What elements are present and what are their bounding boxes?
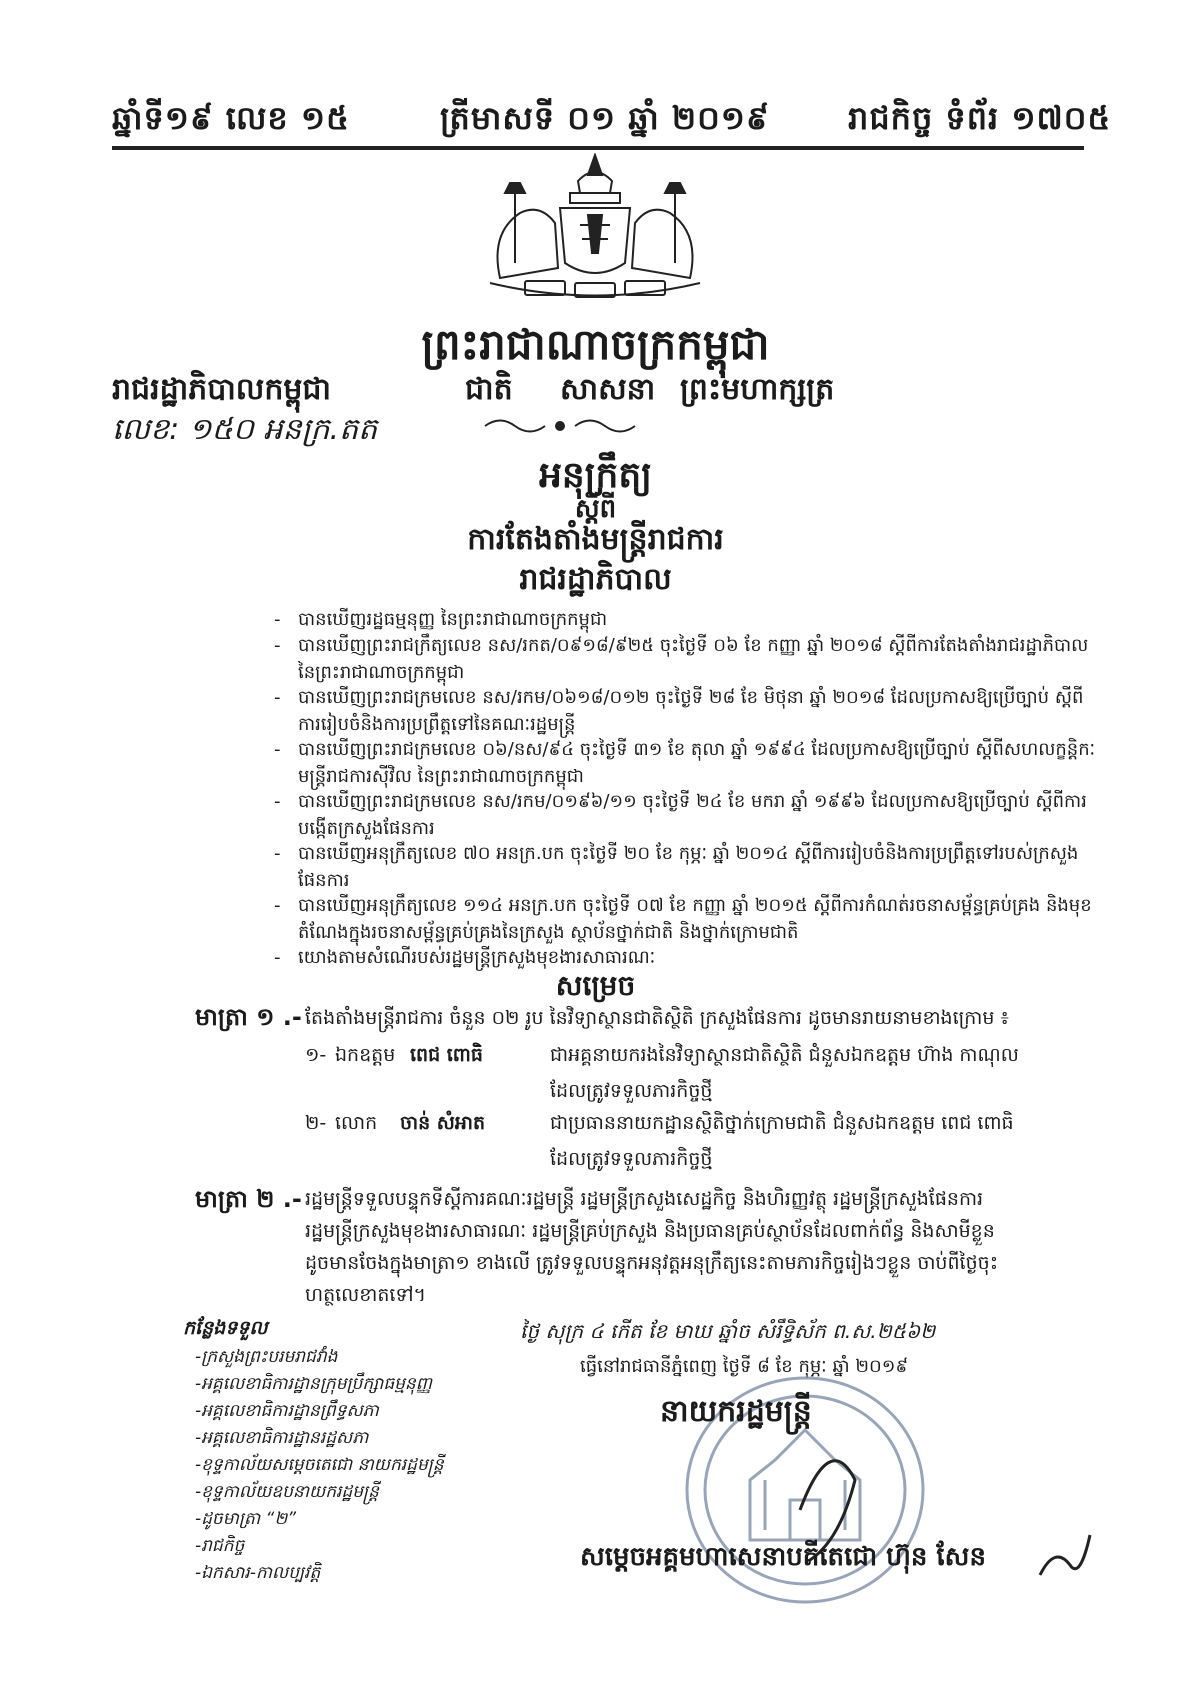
kingdom-name: ព្រះរាជាណាចក្រកម្ពុជា <box>421 320 770 369</box>
reference-item: - បានឃើញព្រះរាជក្រមលេខ នស/រកម/០៦១៨/០១២ ចុះថ្ងៃទី ២៨ ខែ មិថុនា ឆ្នាំ ២០១៨ ដែលប្រកាសឱ្យប្រើច្បាប់ ស្តីពីការរៀបចំនិងការប្រព្រឹត្តទៅនៃគណៈរដ្ឋមន្ត្រី <box>274 687 1084 735</box>
document-subject: ការតែងតាំងមន្ត្រីរាជការ <box>467 522 724 557</box>
issuing-body: រាជរដ្ឋាភិបាល <box>519 562 672 597</box>
gazette-page: រាជកិច្ច ទំព័រ ១៧០៥ <box>848 99 1112 137</box>
article-2-line: រដ្ឋមន្ត្រីទទួលបន្ទុកទីស្តីការគណៈរដ្ឋមន្ត្រី រដ្ឋមន្ត្រីក្រសួងសេដ្ឋកិច្ច និងហិរញ្ញវត្ថុ រដ្ឋមន្ត្រីក្រសួងផែនការ <box>305 1188 984 1210</box>
appointee-1-note: ដែលត្រូវទទួលភារកិច្ចថ្មី <box>550 1080 713 1102</box>
document-number: លេខ: ១៥០ អនក្រ.តត <box>112 412 378 447</box>
appointee-1-number: ១- <box>305 1044 327 1066</box>
appointee-1-name: ពេជ ពោធិ <box>410 1044 483 1066</box>
reference-item: - បានឃើញអនុក្រឹត្យលេខ ១១៤ អនក្រ.បក ចុះថ្ងៃទី ០៧ ខែ កញ្ញា ឆ្នាំ ២០១៥ ស្តីពីការកំណត់រចនាសម្ព័ន្ធគ្រប់គ្រង និងមុខតំណែងក្នុងរចនាសម្ព័ន្ធគ្រប់គ្រងនៃក្រសួង ស្ថាប័នថ្នាក់ជាតិ និងថ្នាក់ក្រោមជាតិ <box>274 895 1092 943</box>
appointee-2-number: ២- <box>305 1112 327 1134</box>
reference-item: - បានឃើញព្រះរាជក្រមលេខ ០៦/នស/៩៤ ចុះថ្ងៃទី ៣១ ខែ តុលា ឆ្នាំ ១៩៩៤ ដែលប្រកាសឱ្យប្រើច្បាប់ ស្តីពីសហលក្ខន្តិកៈមន្ត្រីរាជការស៊ីវិល នៃព្រះរាជាណាចក្រកម្ពុជា <box>274 739 1096 787</box>
prime-minister-title: នាយករដ្ឋមន្ត្រី <box>660 1394 812 1429</box>
gazette-quarter: ត្រីមាសទី ០១ ឆ្នាំ ២០១៩ <box>440 99 770 137</box>
recipient-item: -ក្រសួងព្រះបរមរាជវាំង <box>195 1347 338 1367</box>
article-2-line: ហត្ថលេខាតទៅ។ <box>305 1284 427 1306</box>
lunar-date: ថ្ងៃ សុក្រ ៤ កើត ខែ មាឃ ឆ្នាំច សំរឹទ្ធិស័ក ព.ស.២៥៦២ <box>520 1319 936 1343</box>
motto-nation: ជាតិ <box>465 372 513 407</box>
document-about: ស្ដីពី <box>574 494 617 524</box>
government-name: រាជរដ្ឋាភិបាលកម្ពុជា <box>112 372 331 407</box>
recipient-item: -ខុទ្ទកាល័យសម្តេចតេជោ នាយករដ្ឋមន្ត្រី <box>195 1455 444 1475</box>
appointee-2-note: ដែលត្រូវទទួលភារកិច្ចថ្មី <box>550 1148 713 1170</box>
recipient-item: -អគ្គលេខាធិការដ្ឋានព្រឹទ្ធសភា <box>195 1401 379 1421</box>
reference-item: - បានឃើញព្រះរាជក្រមលេខ នស/រកម/០១៩៦/១១ ចុះថ្ងៃទី ២៤ ខែ មករា ឆ្នាំ ១៩៩៦ ដែលប្រកាសឱ្យប្រើច្បាប់ ស្តីពីការបង្កើតក្រសួងផែនការ <box>274 791 1087 839</box>
reference-item: - បានឃើញរដ្ឋធម្មនុញ្ញ នៃព្រះរាជាណាចក្រកម្ពុជា <box>274 609 608 630</box>
appointee-2-role: ជាប្រធាននាយកដ្ឋានស្ថិតិថ្នាក់ក្រោមជាតិ ជំនួសឯកឧត្តម ពេជ ពោធិ <box>550 1112 1014 1134</box>
recipient-item: -អគ្គលេខាធិការដ្ឋានក្រុមប្រឹក្សាធម្មនុញ្ញ <box>195 1374 432 1394</box>
decision-heading: សម្រេច <box>555 969 636 1002</box>
article-2-line: រដ្ឋមន្ត្រីក្រសួងមុខងារសាធារណៈ រដ្ឋមន្ត្រីគ្រប់ក្រសួង និងប្រធានគ្រប់ស្ថាប័នដែលពាក់ព័ន្ធ និងសាមីខ្លួន <box>305 1220 995 1242</box>
motto-king: ព្រះមហាក្សត្រ <box>680 372 835 407</box>
recipients-heading: កន្លែងទទួល <box>183 1317 268 1339</box>
reference-item: - បានឃើញអនុក្រឹត្យលេខ ៧០ អនក្រ.បក ចុះថ្ងៃទី ២០ ខែ កុម្ភៈ ឆ្នាំ ២០១៤ ស្តីពីការរៀបចំនិងការប្រព្រឹត្តទៅរបស់ក្រសួងផែនការ <box>274 843 1079 891</box>
article-1-text: តែងតាំងមន្ត្រីរាជការ ចំនួន ០២ រូប នៃវិទ្យាស្ថានជាតិស្ថិតិ ក្រសួងផែនការ ដូចមានរាយនាមខាងក្រោម ៖ <box>305 1007 1009 1029</box>
gazette-year-issue: ឆ្នាំទី១៩ លេខ ១៥ <box>112 99 350 137</box>
article-2-label: មាត្រា ២ .- <box>195 1185 302 1213</box>
signature-mark <box>1035 1525 1095 1585</box>
ornament-divider <box>480 415 640 437</box>
document-type: អនុក្រឹត្យ <box>539 455 652 496</box>
appointee-1-title: ឯកឧត្តម <box>335 1044 396 1066</box>
appointee-1-role: ជាអគ្គនាយករងនៃវិទ្យាស្ថានជាតិស្ថិតិ ជំនួសឯកឧត្តម ហ៊ាង កាណុល <box>550 1044 1019 1066</box>
article-2-line: ដូចមានចែងក្នុងមាត្រា១ ខាងលើ ត្រូវទទួលបន្ទុកអនុវត្តអនុក្រឹត្យនេះតាមភារកិច្ចរៀងៗខ្លួន ចាប់ពីថ្ងៃចុះ <box>305 1252 999 1274</box>
reference-item: - បានឃើញព្រះរាជក្រឹត្យលេខ នស/រកត/០៩១៨/៩២៥ ចុះថ្ងៃទី ០៦ ខែ កញ្ញា ឆ្នាំ ២០១៨ ស្តីពីការតែងតាំងរាជរដ្ឋាភិបាល នៃព្រះរាជាណាចក្រកម្ពុជា <box>274 635 1089 683</box>
recipient-item: -រាជកិច្ច <box>195 1536 245 1556</box>
recipient-item: -ខុទ្ទកាល័យឧបនាយករដ្ឋមន្ត្រី <box>195 1482 379 1502</box>
appointee-2-title: លោក <box>335 1112 378 1134</box>
appointee-2-name: ចាន់ សំអាត <box>400 1112 486 1134</box>
recipient-item: -ដូចមាត្រា “២” <box>195 1509 297 1529</box>
recipient-item: -ឯកសារ-កាលប្បវត្តិ <box>195 1563 321 1583</box>
article-1-label: មាត្រា ១ .- <box>195 1003 302 1031</box>
header-rule <box>112 146 1084 150</box>
reference-item: - យោងតាមសំណើរបស់រដ្ឋមន្ត្រីក្រសួងមុខងារសាធារណៈ <box>274 947 656 968</box>
recipient-item: -អគ្គលេខាធិការដ្ឋានរដ្ឋសភា <box>195 1428 369 1448</box>
place-date: ធ្វើនៅរាជធានីភ្នំពេញ ថ្ងៃទី ៨ ខែ កុម្ភៈ ឆ្នាំ ២០១៩ <box>580 1356 909 1377</box>
signatory-name: សម្តេចអគ្គមហាសេនាបតីតេជោ ហ៊ុន សែន <box>580 1542 986 1572</box>
royal-arms-emblem <box>470 153 720 308</box>
motto-religion: សាសនា <box>560 372 656 407</box>
